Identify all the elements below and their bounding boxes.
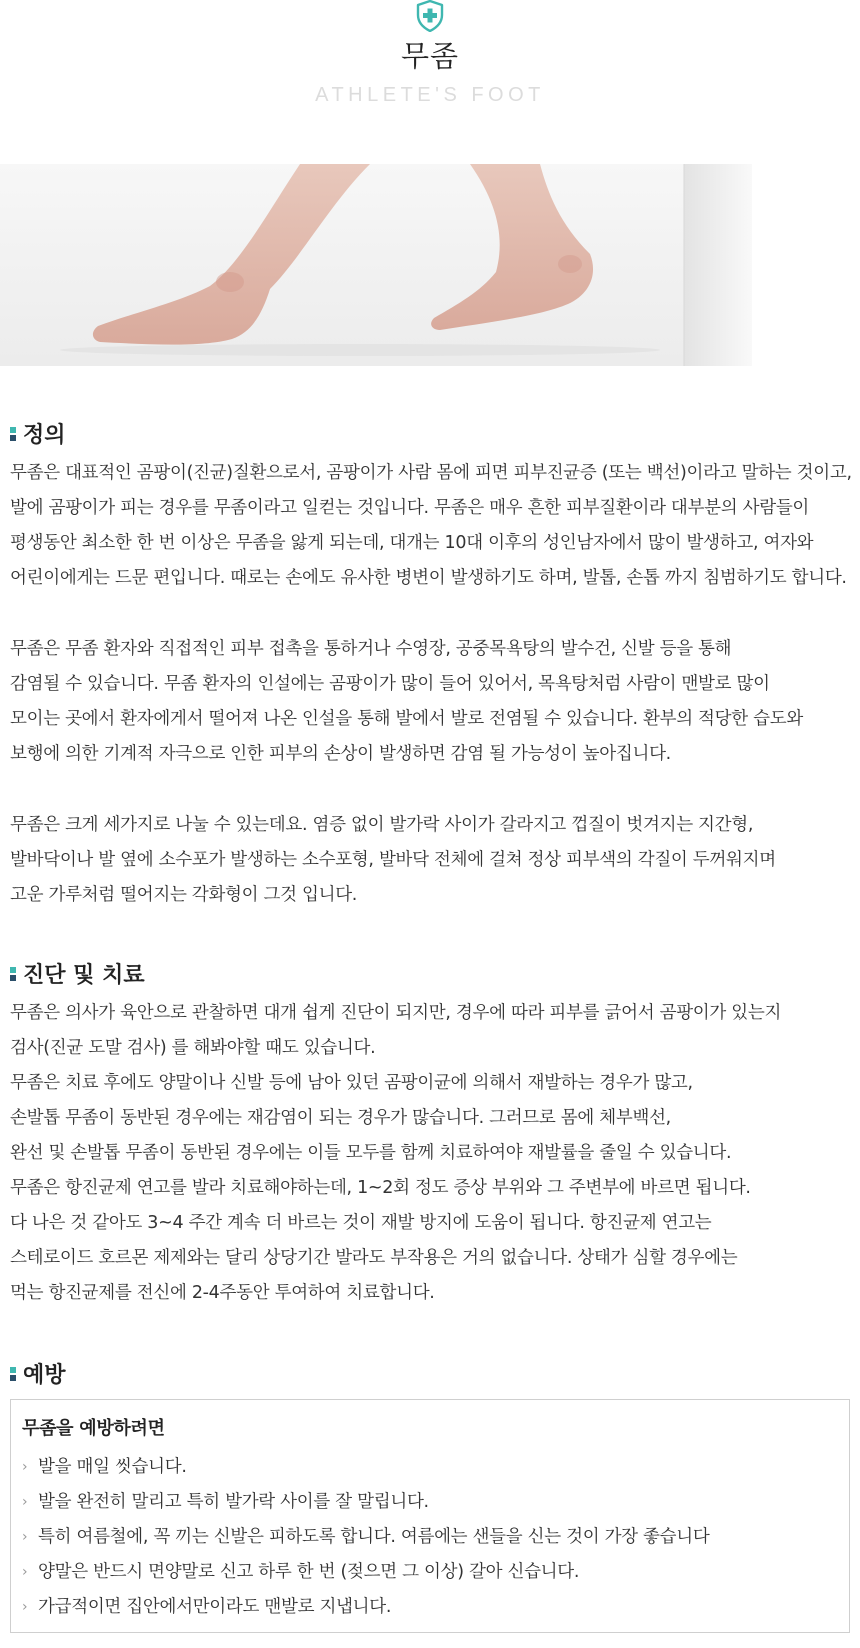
text-line: 무좀은 치료 후에도 양말이나 신발 등에 남아 있던 곰팡이균에 의해서 재발하는 경우가 많고, [10, 1073, 693, 1093]
heading-marker-icon [10, 427, 16, 441]
text-line: 다 나은 것 같아도 3~4 주간 계속 더 바르는 것이 재발 방지에 도움이 됩니다. 항진균제 연고는 [10, 1213, 712, 1233]
list-item [22, 1450, 709, 1485]
list-item [22, 1555, 709, 1590]
section-heading-label: 정의 [23, 423, 66, 448]
text-line: 스테로이드 호르몬 제제와는 달리 상당기간 발라도 부작용은 거의 없습니다. 상태가 심할 경우에는 [10, 1248, 738, 1268]
list-item-text: 가급적이면 집안에서만이라도 맨발로 지냅니다. [38, 1597, 392, 1617]
prevention-box [10, 1399, 850, 1633]
text-line: 모이는 곳에서 환자에게서 떨어져 나온 인설을 통해 발에서 발로 전염될 수 있습니다. 환부의 적당한 습도와 [10, 709, 803, 729]
definition-paragraph-2 [10, 632, 850, 772]
text-line: 보행에 의한 기계적 자극으로 인한 피부의 손상이 발생하면 감염 될 가능성이 높아집니다. [10, 744, 671, 764]
chevron-right-icon: › [22, 1494, 28, 1510]
list-item-text: 발을 완전히 말리고 특히 발가락 사이를 잘 말립니다. [38, 1492, 429, 1512]
medical-shield-icon [416, 0, 444, 32]
section-heading-prevention [10, 1358, 66, 1389]
chevron-right-icon: › [22, 1564, 28, 1580]
chevron-right-icon: › [22, 1529, 28, 1545]
text-line: 무좀은 항진균제 연고를 발라 치료해야하는데, 1~2회 정도 증상 부위와 그 주변부에 바르면 됩니다. [10, 1178, 751, 1198]
list-item-text: 발을 매일 씻습니다. [38, 1457, 187, 1477]
text-line: 무좀은 의사가 육안으로 관찰하면 대개 쉽게 진단이 되지만, 경우에 따라 피부를 긁어서 곰팡이가 있는지 [10, 1003, 782, 1023]
page-title: 무좀 [400, 39, 460, 73]
section-heading-definition [10, 418, 66, 449]
text-line: 검사(진균 도말 검사) 를 해봐야할 때도 있습니다. [10, 1038, 376, 1058]
text-line: 완선 및 손발톱 무좀이 동반된 경우에는 이들 모두를 함께 치료하여야 재발률을 줄일 수 있습니다. [10, 1143, 732, 1163]
text-line: 고운 가루처럼 떨어지는 각화형이 그것 입니다. [10, 885, 358, 905]
list-item [22, 1590, 709, 1625]
section-heading-label: 진단 및 치료 [23, 963, 145, 988]
page-subtitle: ATHLETE'S FOOT [315, 84, 545, 106]
text-line: 손발톱 무좀이 동반된 경우에는 재감염이 되는 경우가 많습니다. 그러므로 몸에 체부백선, [10, 1108, 671, 1128]
definition-paragraph-1 [10, 456, 850, 596]
text-line: 발바닥이나 발 옆에 소수포가 발생하는 소수포형, 발바닥 전체에 걸쳐 정상 피부색의 각질이 두꺼워지며 [10, 850, 776, 870]
heading-marker-icon [10, 967, 16, 981]
text-line: 어린이에게는 드문 편입니다. 때로는 손에도 유사한 병변이 발생하기도 하며, 발톱, 손톱 까지 침범하기도 합니다. [10, 568, 847, 588]
text-line: 발에 곰팡이가 피는 경우를 무좀이라고 일컫는 것입니다. 무좀은 매우 흔한 피부질환이라 대부분의 사람들이 [10, 498, 810, 518]
prevention-list [22, 1450, 709, 1625]
section-heading-label: 예방 [23, 1363, 66, 1388]
prevention-box-title: 무좀을 예방하려면 [22, 1418, 165, 1439]
list-item-text: 특히 여름철에, 꼭 끼는 신발은 피하도록 합니다. 여름에는 샌들을 신는 것이 가장 좋습니다 [38, 1527, 710, 1547]
heading-marker-icon [10, 1367, 16, 1381]
chevron-right-icon: › [22, 1459, 28, 1475]
text-line: 무좀은 무좀 환자와 직접적인 피부 접촉을 통하거나 수영장, 공중목욕탕의 발수건, 신발 등을 통해 [10, 639, 732, 659]
chevron-right-icon: › [22, 1599, 28, 1615]
list-item-text: 양말은 반드시 면양말로 신고 하루 한 번 (젖으면 그 이상) 갈아 신습니다. [38, 1562, 580, 1582]
definition-paragraph-3 [10, 808, 850, 913]
diagnosis-paragraph [10, 996, 850, 1311]
text-line: 먹는 항진균제를 전신에 2-4주동안 투여하여 치료합니다. [10, 1283, 435, 1303]
list-item [22, 1485, 709, 1520]
list-item [22, 1520, 709, 1555]
text-line: 감염될 수 있습니다. 무좀 환자의 인설에는 곰팡이가 많이 들어 있어서, 목욕탕처럼 사람이 맨발로 많이 [10, 674, 770, 694]
hero-image [0, 164, 752, 366]
text-line: 무좀은 크게 세가지로 나눌 수 있는데요. 염증 없이 발가락 사이가 갈라지고 껍질이 벗겨지는 지간형, [10, 815, 754, 835]
text-line: 평생동안 최소한 한 번 이상은 무좀을 앓게 되는데, 대개는 10대 이후의 성인남자에서 많이 발생하고, 여자와 [10, 533, 814, 553]
text-line: 무좀은 대표적인 곰팡이(진균)질환으로서, 곰팡이가 사람 몸에 피면 피부진균증 (또는 백선)이라고 말하는 것이고, [10, 463, 852, 483]
section-heading-diagnosis [10, 958, 145, 989]
